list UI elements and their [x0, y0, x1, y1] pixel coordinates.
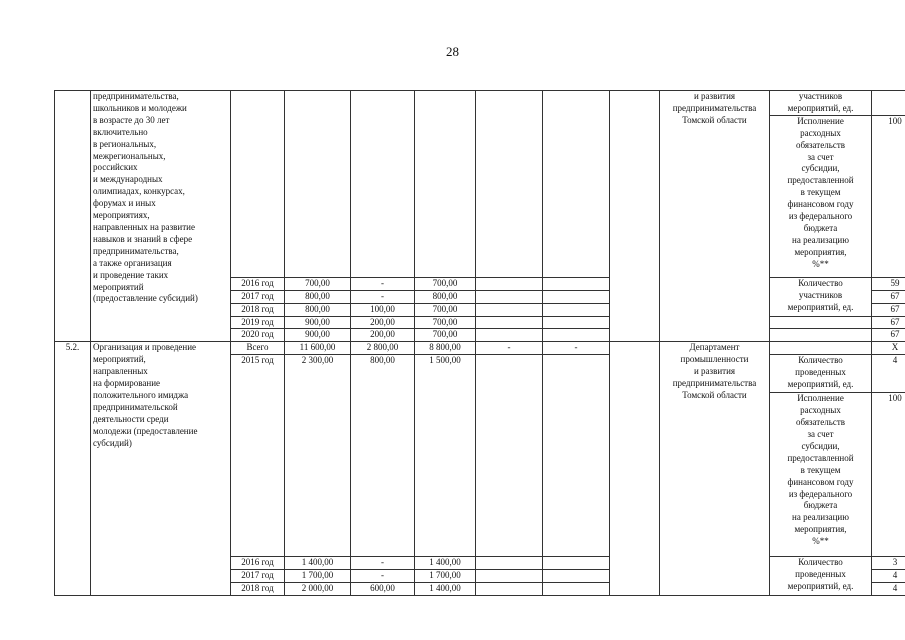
- indicator-value-cell: 100: [872, 115, 905, 277]
- total-cell: 700,00: [285, 277, 351, 290]
- year-cell: [231, 91, 285, 278]
- page-number: 28: [446, 44, 459, 59]
- year-cell: 2018 год: [231, 583, 285, 596]
- indicator-value-cell: 4: [872, 355, 905, 393]
- other-cell: [543, 355, 610, 557]
- federal-cell: 800,00: [351, 355, 415, 557]
- regional-cell: 1 500,00: [415, 355, 476, 557]
- row-number-cell: [55, 91, 91, 342]
- other-cell: [543, 290, 610, 303]
- total-cell: 800,00: [285, 290, 351, 303]
- federal-cell: 2 800,00: [351, 342, 415, 355]
- year-cell: 2017 год: [231, 290, 285, 303]
- indicator-value-cell: [872, 91, 905, 116]
- indicator-value-cell: 4: [872, 570, 905, 583]
- indicator-name-cell: Количество проведенных мероприятий, ед.: [770, 557, 872, 596]
- indicator-value-cell: 67: [872, 329, 905, 342]
- indicator-value-cell: 59: [872, 277, 905, 290]
- federal-cell: 200,00: [351, 316, 415, 329]
- indicator-name-cell: [770, 329, 872, 342]
- other-cell: [543, 303, 610, 316]
- indicator-value-cell: 4: [872, 583, 905, 596]
- other-cell: [543, 583, 610, 596]
- executor-cell: Департамент промышленности и развития предпринимательства Томской области: [660, 342, 770, 596]
- total-cell: 900,00: [285, 329, 351, 342]
- other-cell: [543, 91, 610, 278]
- indicator-value-cell: 3: [872, 557, 905, 570]
- year-cell: 2018 год: [231, 303, 285, 316]
- activity-name-cell: Организация и проведение мероприятий, направленных на формирование положительного имиджа предпринимательской деятельности среди молодежи (предоставление субсидий): [91, 342, 231, 596]
- indicator-name-cell: Исполнение расходных обязательств за счет субсидии, предоставленной в текущем финансовом году из федерального бюджета на реализацию мероприятия, %**: [770, 115, 872, 277]
- local-cell: [476, 570, 543, 583]
- total-cell: 2 000,00: [285, 583, 351, 596]
- local-cell: [476, 329, 543, 342]
- total-cell: 11 600,00: [285, 342, 351, 355]
- local-cell: [476, 557, 543, 570]
- total-cell: 2 300,00: [285, 355, 351, 557]
- activity-name-cell: предпринимательства, школьников и молодежи в возрасте до 30 лет включительно в региональных, межрегиональных, российских и международных олимпиадах, конкурсах, форумах и иных мероприятиях, направленных на развитие навыков и знаний в сфере предпринимательства, а также организация и проведение таких мероприятий (предоставление субсидий): [91, 91, 231, 342]
- regional-cell: 1 400,00: [415, 583, 476, 596]
- other-cell: [543, 277, 610, 290]
- federal-cell: 200,00: [351, 329, 415, 342]
- table-row: [55, 91, 905, 116]
- indicator-value-cell: 67: [872, 316, 905, 329]
- indicator-value-cell: X: [872, 342, 905, 355]
- year-cell: 2017 год: [231, 570, 285, 583]
- indicator-name-cell: участников мероприятий, ед.: [770, 91, 872, 116]
- federal-cell: 600,00: [351, 583, 415, 596]
- other-cell: [543, 570, 610, 583]
- spacer-cell: [610, 342, 660, 596]
- regional-cell: [415, 91, 476, 278]
- table-row: [55, 342, 905, 355]
- indicator-name-cell: Количество участников мероприятий, ед.: [770, 277, 872, 316]
- executor-cell: и развития предпринимательства Томской области: [660, 91, 770, 342]
- regional-cell: 700,00: [415, 303, 476, 316]
- regional-cell: 700,00: [415, 316, 476, 329]
- federal-cell: -: [351, 277, 415, 290]
- other-cell: -: [543, 342, 610, 355]
- regional-cell: 1 700,00: [415, 570, 476, 583]
- local-cell: [476, 583, 543, 596]
- federal-cell: 100,00: [351, 303, 415, 316]
- local-cell: [476, 91, 543, 278]
- federal-cell: -: [351, 557, 415, 570]
- regional-cell: 700,00: [415, 277, 476, 290]
- total-cell: 1 700,00: [285, 570, 351, 583]
- indicator-name-cell: Исполнение расходных обязательств за счет субсидии, предоставленной в текущем финансовом году из федерального бюджета на реализацию мероприятия, %**: [770, 393, 872, 557]
- local-cell: [476, 355, 543, 557]
- regional-cell: 1 400,00: [415, 557, 476, 570]
- local-cell: [476, 277, 543, 290]
- total-cell: [285, 91, 351, 278]
- total-cell: 800,00: [285, 303, 351, 316]
- local-cell: [476, 303, 543, 316]
- total-cell: 900,00: [285, 316, 351, 329]
- federal-cell: [351, 91, 415, 278]
- other-cell: [543, 557, 610, 570]
- year-cell: 2015 год: [231, 355, 285, 557]
- indicator-name-cell: [770, 316, 872, 329]
- activities-table: [54, 90, 905, 596]
- other-cell: [543, 329, 610, 342]
- year-cell: 2019 год: [231, 316, 285, 329]
- federal-cell: -: [351, 290, 415, 303]
- year-cell: 2016 год: [231, 557, 285, 570]
- federal-cell: -: [351, 570, 415, 583]
- local-cell: -: [476, 342, 543, 355]
- indicator-name-cell: [770, 342, 872, 355]
- indicator-value-cell: 100: [872, 393, 905, 557]
- year-cell: Всего: [231, 342, 285, 355]
- row-number-cell: 5.2.: [55, 342, 91, 596]
- indicator-name-cell: Количество проведенных мероприятий, ед.: [770, 355, 872, 393]
- year-cell: 2016 год: [231, 277, 285, 290]
- regional-cell: 800,00: [415, 290, 476, 303]
- local-cell: [476, 316, 543, 329]
- indicator-value-cell: 67: [872, 303, 905, 316]
- total-cell: 1 400,00: [285, 557, 351, 570]
- local-cell: [476, 290, 543, 303]
- regional-cell: 8 800,00: [415, 342, 476, 355]
- other-cell: [543, 316, 610, 329]
- regional-cell: 700,00: [415, 329, 476, 342]
- indicator-value-cell: 67: [872, 290, 905, 303]
- year-cell: 2020 год: [231, 329, 285, 342]
- spacer-cell: [610, 91, 660, 342]
